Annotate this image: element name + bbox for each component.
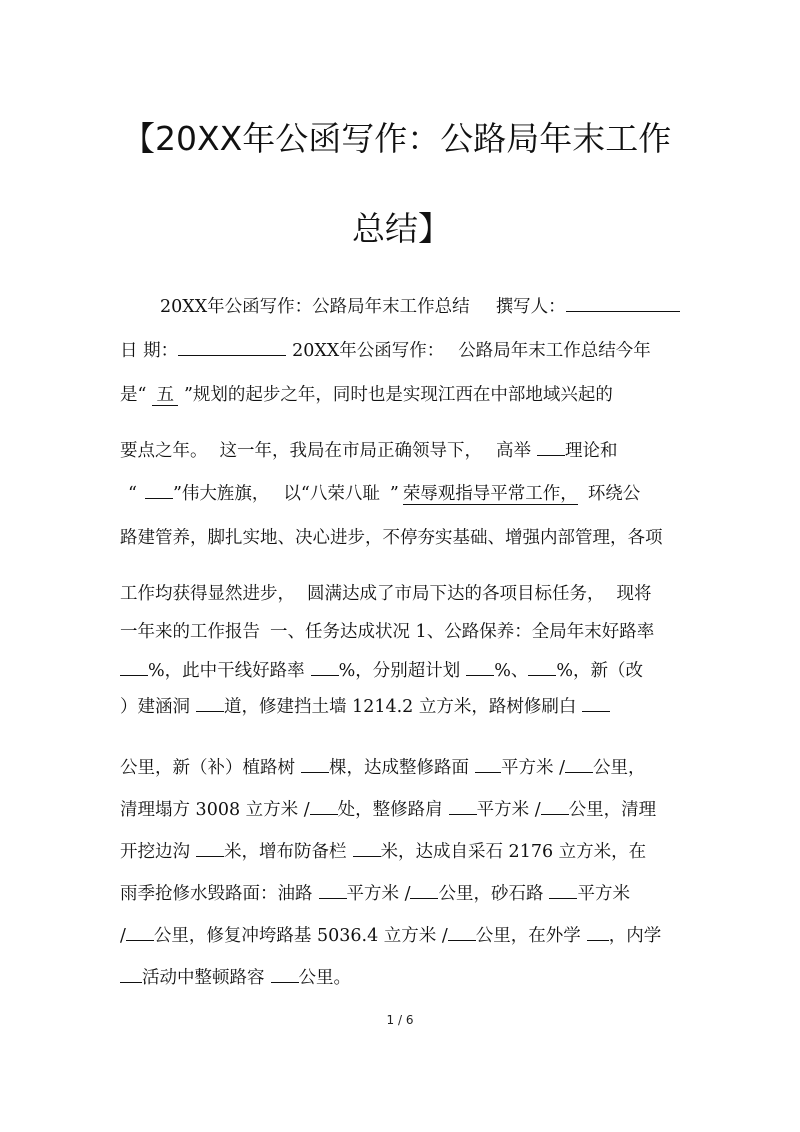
text-segment: 日 期： (120, 341, 179, 361)
blank-field (449, 798, 477, 815)
paragraph-line (120, 756, 645, 780)
text-segment: 平方米 / (476, 800, 541, 820)
text-segment: 雨季抢修水毁路面：油路 (120, 884, 313, 904)
text-segment: %，此中干线好路率 (148, 661, 305, 681)
blank-field (466, 659, 494, 676)
text-segment: 平方米 / (346, 884, 411, 904)
text-segment: 一年来的工作报告 (120, 622, 260, 642)
text-segment: ” (389, 484, 399, 504)
paragraph-line (120, 695, 610, 719)
text-segment: 公里，新（补）植路树 (120, 758, 295, 778)
text-segment: 20XX年公函写作：公路局年末工作总结 (160, 297, 470, 317)
blank-field (541, 798, 569, 815)
text-segment: 公里，清理 (568, 800, 657, 820)
blank-field (120, 966, 142, 983)
paragraph-line (120, 659, 643, 683)
text-segment: 道，修建挡土墙 1214.2 立方米，路树修刷白 (224, 697, 577, 717)
blank-field (319, 882, 347, 899)
text-segment: 是“ (120, 385, 147, 405)
blank-field (196, 695, 224, 712)
paragraph-line (128, 482, 640, 506)
page-number: 1 / 6 (386, 1013, 414, 1027)
paragraph-line (120, 924, 661, 948)
text-segment: 圆满达成了市局下达的各项目标任务， (307, 584, 605, 604)
text-segment: ”规划的起步之年，同时也是实现江西在中部地域兴起的 (183, 385, 613, 405)
blank-field (301, 756, 329, 773)
blank-field (196, 840, 224, 857)
document-title-line-1: 【20XX年公函写作：公路局年末工作 (122, 119, 672, 158)
text-segment: 高举 (496, 441, 531, 461)
text-segment: 开挖边沟 (120, 842, 190, 862)
text-segment: 清理塌方 3008 立方米 / (120, 800, 310, 820)
blank-field (565, 756, 593, 773)
paragraph-line (120, 439, 618, 463)
blank-field (311, 659, 339, 676)
blank-field (353, 840, 381, 857)
blank-field (410, 882, 438, 899)
text-segment: 公里，修复冲垮路基 5036.4 立方米 / (153, 926, 448, 946)
blank-field (549, 882, 577, 899)
text-segment: 要点之年。 (120, 441, 208, 461)
underlined-text: 五 (152, 385, 178, 406)
text-segment: 荣辱观指导平常工作， (402, 484, 578, 504)
paragraph-line (120, 966, 351, 990)
paragraph-line (160, 295, 680, 319)
blank-field (528, 659, 556, 676)
text-segment: 工作均获得显然进步， (120, 584, 295, 604)
text-segment: ）建涵洞 (120, 697, 190, 717)
text-segment: 活动中整顿路容 (142, 968, 265, 988)
text-segment: 20XX年公函写作： (292, 341, 445, 361)
blank-field (537, 439, 565, 456)
document-title-line-2: 总结】 (352, 209, 451, 248)
text-segment: 平方米 (577, 884, 630, 904)
blank-field (310, 798, 338, 815)
text-segment: 现将 (616, 584, 652, 604)
text-segment: 公里，砂石路 (438, 884, 544, 904)
paragraph-line (120, 339, 651, 363)
text-segment: %、 (494, 661, 529, 681)
paragraph-line (120, 798, 656, 822)
text-segment: 公里。 (298, 968, 351, 988)
text-segment: 理论和 (565, 441, 618, 461)
text-segment: 公里， (592, 758, 646, 778)
text-segment: 公路局年末工作总结今年 (458, 341, 651, 361)
blank-field (582, 695, 610, 712)
paragraph-line: 路建管养，脚扎实地、决心进步，不停夯实基础、增强内部管理，各项 (120, 528, 663, 548)
text-segment: 棵，达成整修路面 (329, 758, 469, 778)
text-segment: 环绕公 (587, 484, 641, 504)
text-segment: 处，整修路肩 (337, 800, 443, 820)
text-segment: 米，达成自采石 2176 立方米，在 (380, 842, 647, 862)
text-segment: %，分别超计划 (338, 661, 461, 681)
text-segment: / (120, 926, 126, 946)
blank-field (145, 482, 173, 499)
paragraph-line (120, 620, 654, 644)
blank-field (271, 966, 299, 983)
blank-field (120, 659, 148, 676)
blank-field (178, 339, 286, 356)
blank-field (448, 924, 476, 941)
blank-field (475, 756, 501, 773)
paragraph-line (120, 383, 613, 407)
text-segment: 一、任务达成状况 1、公路保养：全局年末好路率 (270, 622, 655, 642)
text-segment: ”伟大旌旗， (172, 484, 270, 504)
text-segment: 这一年，我局在市局正确领导下， (219, 441, 482, 461)
blank-field (126, 924, 154, 941)
blank-field (566, 295, 680, 312)
text-segment: 公里，在外学 (475, 926, 581, 946)
text-segment: 米，增布防备栏 (224, 842, 347, 862)
paragraph-line (120, 840, 646, 864)
text-segment: 以“八荣八耻 (283, 484, 380, 504)
paragraph-line (120, 582, 652, 606)
paragraph-line (120, 882, 630, 906)
blank-field (587, 924, 609, 941)
text-segment: “ (128, 484, 137, 504)
text-segment: ，内学 (608, 926, 662, 946)
text-segment: 平方米 / (501, 758, 565, 778)
text-segment: %，新（改 (556, 661, 644, 681)
text-segment: 撰写人： (495, 297, 566, 317)
